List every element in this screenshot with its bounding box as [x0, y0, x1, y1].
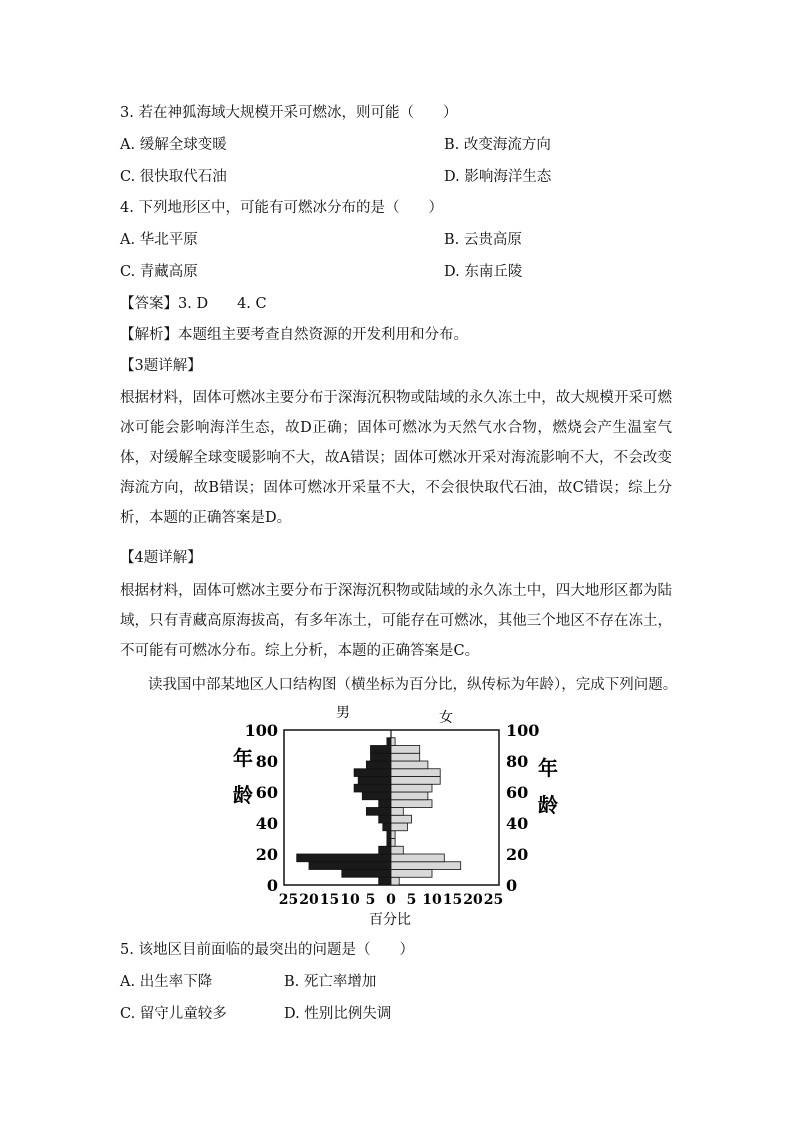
- female-bar-5-9: [391, 870, 432, 878]
- x-tick-label: 5: [406, 892, 417, 908]
- q3-detail-text: 根据材料，固体可燃冰主要分布于深海沉积物或陆域的永久冻土中，故大规模开采可燃冰可能会影响海洋生态，故D正确；固体可燃冰为天然气水合物，燃烧会产生温室气体，对缓解全球变暖影响不大，故A错误；固体可燃冰开采对海流影响不大，不会改变海流方向，故B错误；固体可燃冰开采量不大，不会很快取代石油，故C错误；综上分析，本题的正确答案是D。: [120, 390, 672, 526]
- male-bar-65-69: [358, 777, 391, 785]
- female-bar-30-34: [391, 831, 395, 839]
- male-bar-85-89: [371, 746, 392, 754]
- y-axis-label-left-2: 龄: [233, 783, 253, 807]
- q4-option-b: B. 云贵高原: [444, 232, 522, 248]
- q5-option-d: D. 性别比例失调: [284, 1006, 392, 1022]
- q4-option-c: C. 青藏高原: [120, 264, 198, 280]
- q5-option-b: B. 死亡率增加: [284, 974, 377, 990]
- male-bar-10-14: [309, 862, 391, 870]
- q4-detail-heading: 【4题详解】: [120, 550, 202, 566]
- y-tick-right: 40: [506, 814, 529, 833]
- female-bar-15-19: [391, 854, 444, 862]
- female-bar-35-39: [391, 823, 407, 831]
- male-bar-25-29: [387, 839, 391, 847]
- q4-detail-text: 根据材料，固体可燃冰主要分布于深海沉积物或陆域的永久冻土中，四大地形区都为陆域，只有青藏高原海拔高，有多年冻土，可能存在可燃冰，其他三个地区不存在冻土，不可能有可燃冰分布。综上分析，本题的正确答案是C。: [120, 583, 672, 659]
- female-bar-70-74: [391, 769, 440, 777]
- y-axis-label-left-1: 年: [233, 746, 253, 770]
- x-tick-label: 5: [365, 892, 376, 908]
- male-bar-0-4: [379, 877, 391, 885]
- female-bar-0-4: [391, 877, 399, 885]
- male-bar-45-49: [366, 808, 391, 816]
- y-axis-label-right-1: 年: [538, 756, 558, 780]
- x-tick-label: 20: [299, 892, 319, 908]
- x-axis-label: 百分比: [369, 912, 411, 928]
- female-bar-55-59: [391, 792, 428, 800]
- female-bar-85-89: [391, 746, 420, 754]
- female-bar-60-64: [391, 784, 432, 792]
- female-bar-10-14: [391, 862, 461, 870]
- male-bar-40-44: [379, 815, 391, 823]
- answer-line: 【答案】3. D 4. C: [120, 296, 267, 312]
- chart-intro: 读我国中部某地区人口结构图（横坐标为百分比，纵传标为年龄），完成下列问题。: [148, 677, 678, 693]
- x-tick-label: 0: [386, 892, 396, 908]
- y-tick-left: 20: [255, 845, 278, 864]
- x-tick-label: 20: [463, 892, 483, 908]
- q3-option-b: B. 改变海流方向: [444, 137, 551, 153]
- female-bar-25-29: [391, 839, 395, 847]
- q3-detail-heading: 【3题详解】: [120, 358, 202, 374]
- male-bar-20-24: [379, 846, 391, 854]
- male-bar-70-74: [354, 769, 391, 777]
- x-tick-label: 10: [340, 892, 360, 908]
- male-bar-55-59: [362, 792, 391, 800]
- female-bar-90-94: [391, 738, 395, 746]
- male-bar-50-54: [379, 800, 391, 808]
- male-bar-35-39: [383, 823, 391, 831]
- y-tick-left: 60: [255, 783, 278, 802]
- male-bar-30-34: [387, 831, 391, 839]
- q3-option-d: D. 影响海洋生态: [444, 169, 552, 185]
- q5-option-a: A. 出生率下降: [120, 974, 213, 990]
- y-tick-right: 0: [506, 876, 518, 895]
- q4-option-a: A. 华北平原: [120, 232, 198, 248]
- male-bar-75-79: [366, 761, 391, 769]
- male-bar-5-9: [342, 870, 391, 878]
- y-tick-left: 100: [244, 721, 278, 740]
- y-tick-right: 100: [506, 721, 540, 740]
- x-tick-label: 25: [483, 892, 504, 908]
- q5-stem: 5. 该地区目前面临的最突出的问题是（ ）: [120, 942, 414, 958]
- y-tick-right: 20: [506, 845, 529, 864]
- chart-label-female: 女: [439, 710, 453, 726]
- y-tick-right: 60: [506, 783, 529, 802]
- female-bar-75-79: [391, 761, 428, 769]
- x-tick-label: 15: [319, 892, 340, 908]
- y-tick-left: 0: [266, 876, 278, 895]
- male-bar-90-94: [387, 738, 391, 746]
- q4-option-d: D. 东南丘陵: [444, 264, 523, 280]
- x-tick-label: 15: [442, 892, 463, 908]
- x-tick-label: 25: [278, 892, 299, 908]
- female-bar-80-84: [391, 753, 420, 761]
- q3-option-c: C. 很快取代石油: [120, 169, 227, 185]
- male-bar-15-19: [297, 854, 391, 862]
- q3-stem: 3. 若在神狐海域大规模开采可燃冰，则可能（ ）: [120, 105, 458, 121]
- y-tick-left: 40: [255, 814, 278, 833]
- y-tick-left: 80: [255, 752, 278, 771]
- chart-label-male: 男: [336, 705, 350, 721]
- x-tick-label: 10: [422, 892, 442, 908]
- female-bar-50-54: [391, 800, 432, 808]
- q4-stem: 4. 下列地形区中，可能有可燃冰分布的是（ ）: [120, 200, 443, 216]
- q3-option-a: A. 缓解全球变暖: [120, 137, 227, 153]
- female-bar-65-69: [391, 777, 440, 785]
- male-bar-60-64: [354, 784, 391, 792]
- male-bar-80-84: [371, 753, 392, 761]
- y-tick-right: 80: [506, 752, 529, 771]
- population-pyramid-chart: [0, 700, 794, 940]
- female-bar-40-44: [391, 815, 412, 823]
- q5-option-c: C. 留守儿童较多: [120, 1006, 227, 1022]
- female-bar-20-24: [391, 846, 403, 854]
- female-bar-45-49: [391, 808, 403, 816]
- y-axis-label-right-2: 龄: [538, 793, 558, 817]
- analysis-line: 【解析】本题组主要考查自然资源的开发利用和分布。: [120, 327, 468, 343]
